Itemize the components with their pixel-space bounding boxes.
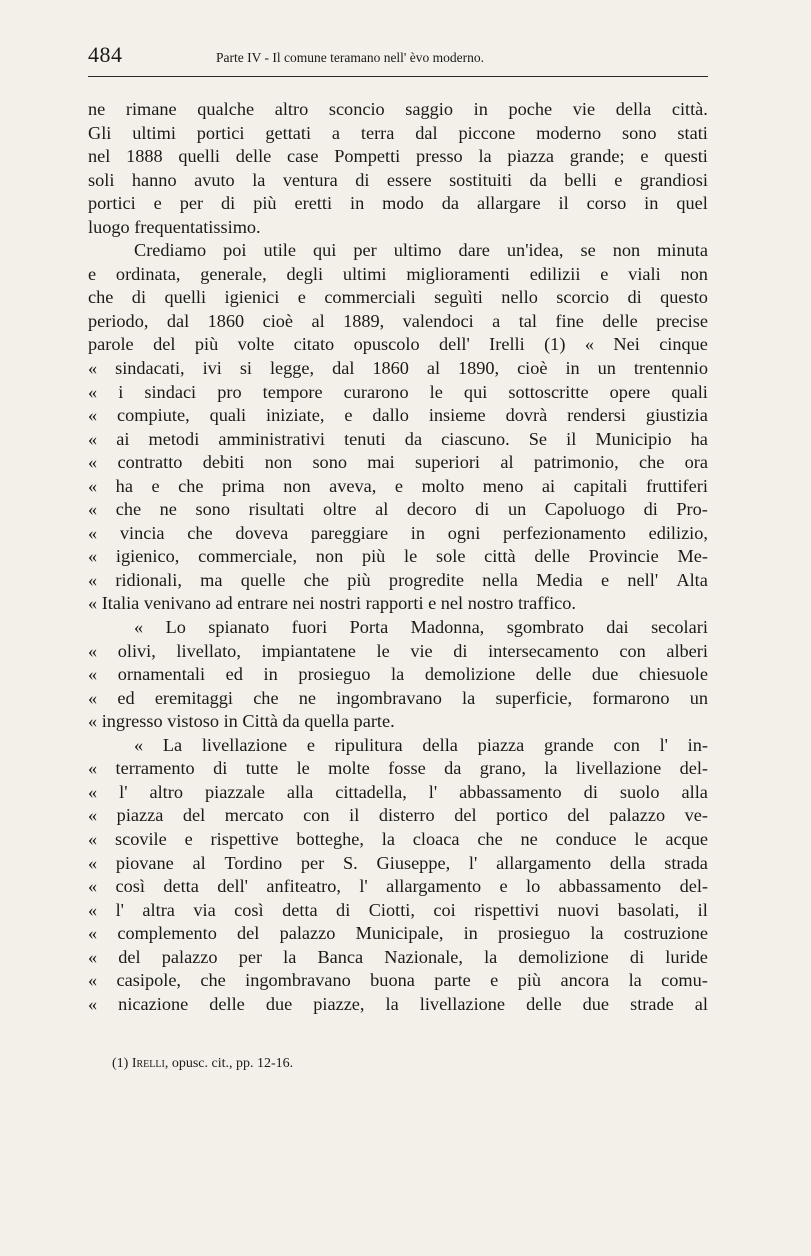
running-title: Parte IV - Il comune teramano nell' èvo moderno. (216, 50, 484, 65)
text-line: « piazza del mercato con il disterro del portico del palazzo ve- (88, 805, 708, 826)
text-line: « olivi, livellato, impiantatene le vie di intersecamento con alberi (88, 640, 708, 661)
text-line: « ed eremitaggi che ne ingombravano la superficie, formarono un (88, 687, 708, 708)
text-line: « i sindaci pro tempore curarono le qui sottoscritte opere quali (88, 381, 708, 402)
text-line: « contratto debiti non sono mai superiori al patrimonio, che ora (88, 452, 708, 473)
text-line: « nicazione delle due piazze, la livellazione delle due strade al (88, 993, 708, 1014)
text-line: « Lo spianato fuori Porta Madonna, sgombrato dai secolari (134, 617, 708, 638)
text-line: luogo frequentatissimo. (88, 216, 261, 237)
text-line: ne rimane qualche altro sconcio saggio in poche vie della città. (88, 99, 708, 119)
text-line: « sindacati, ivi si legge, dal 1860 al 1890, cioè in un trentennio (88, 358, 708, 379)
text-line: « ornamentali ed in prosieguo la demolizione delle due chiesuole (88, 664, 708, 685)
footnote-citation: opusc. cit., pp. 12-16. (171, 1056, 294, 1071)
text-line: « ai metodi amministrativi tenuti da ciascuno. Se il Municipio ha (88, 428, 708, 449)
text-line: « ingresso vistoso in Città da quella parte. (88, 711, 395, 732)
text-line: Crediamo poi utile qui per ultimo dare un'idea, se non minuta (134, 240, 708, 261)
footnote (112, 1056, 293, 1072)
text-line: « igienico, commerciale, non più le sole città delle Provincie Me- (88, 546, 708, 567)
text-line: « che ne sono risultati oltre al decoro di un Capoluogo di Pro- (88, 499, 708, 520)
header-rule (88, 76, 708, 77)
text-line: « l' altra via così detta di Ciotti, coi rispettivi nuovi basolati, il (88, 899, 708, 920)
text-line: che di quelli igienici e commerciali seguìti nello scorcio di questo (88, 287, 708, 308)
text-line: e ordinata, generale, degli ultimi miglioramenti edilizii e viali non (88, 263, 708, 284)
text-line: « l' altro piazzale alla cittadella, l' abbassamento di suolo alla (88, 781, 708, 802)
text-line: « casipole, che ingombravano buona parte e più ancora la comu- (88, 970, 708, 991)
text-line: « ridionali, ma quelle che più progredite nella Media e nell' Alta (88, 569, 708, 590)
text-line: soli hanno avuto la ventura di essere sostituiti da belli e grandiosi (88, 169, 708, 190)
text-line: « La livellazione e ripulitura della piazza grande con l' in- (134, 734, 708, 755)
text-line: nel 1888 quelli delle case Pompetti presso la piazza grande; e questi (88, 146, 708, 167)
text-line: periodo, dal 1860 cioè al 1889, valendoci a tal fine delle precise (88, 310, 708, 331)
text-line: « ha e che prima non aveva, e molto meno ai capitali fruttiferi (88, 475, 708, 496)
text-line: Gli ultimi portici gettati a terra dal piccone moderno sono stati (88, 122, 708, 143)
footnote-marker: (1) (112, 1056, 129, 1071)
text-line: « Italia venivano ad entrare nei nostri rapporti e nel nostro traffico. (88, 593, 576, 614)
body-text (88, 98, 708, 1016)
footnote-author: Irelli, (131, 1056, 169, 1071)
page-number: 484 (88, 42, 123, 67)
text-line: « terramento di tutte le molte fosse da grano, la livellazione del- (88, 758, 708, 779)
text-line: « scovile e rispettive botteghe, la cloaca che ne conduce le acque (88, 828, 708, 849)
text-line: « così detta dell' anfiteatro, l' allargamento e lo abbassamento del- (88, 876, 708, 897)
text-line: « complemento del palazzo Municipale, in prosieguo la costruzione (88, 923, 708, 944)
text-line: « compiute, quali iniziate, e dallo insieme dovrà rendersi giustizia (88, 405, 708, 426)
text-line: parole del più volte citato opuscolo dell' Irelli (1) « Nei cinque (88, 334, 708, 355)
text-line: « vincia che doveva pareggiare in ogni perfezionamento edilizio, (88, 522, 708, 543)
text-line: « piovane al Tordino per S. Giuseppe, l' allargamento della strada (88, 852, 708, 873)
text-line: portici e per di più eretti in modo da allargare il corso in quel (88, 193, 708, 214)
page-header (88, 40, 708, 76)
text-line: « del palazzo per la Banca Nazionale, la demolizione di luride (88, 946, 708, 967)
